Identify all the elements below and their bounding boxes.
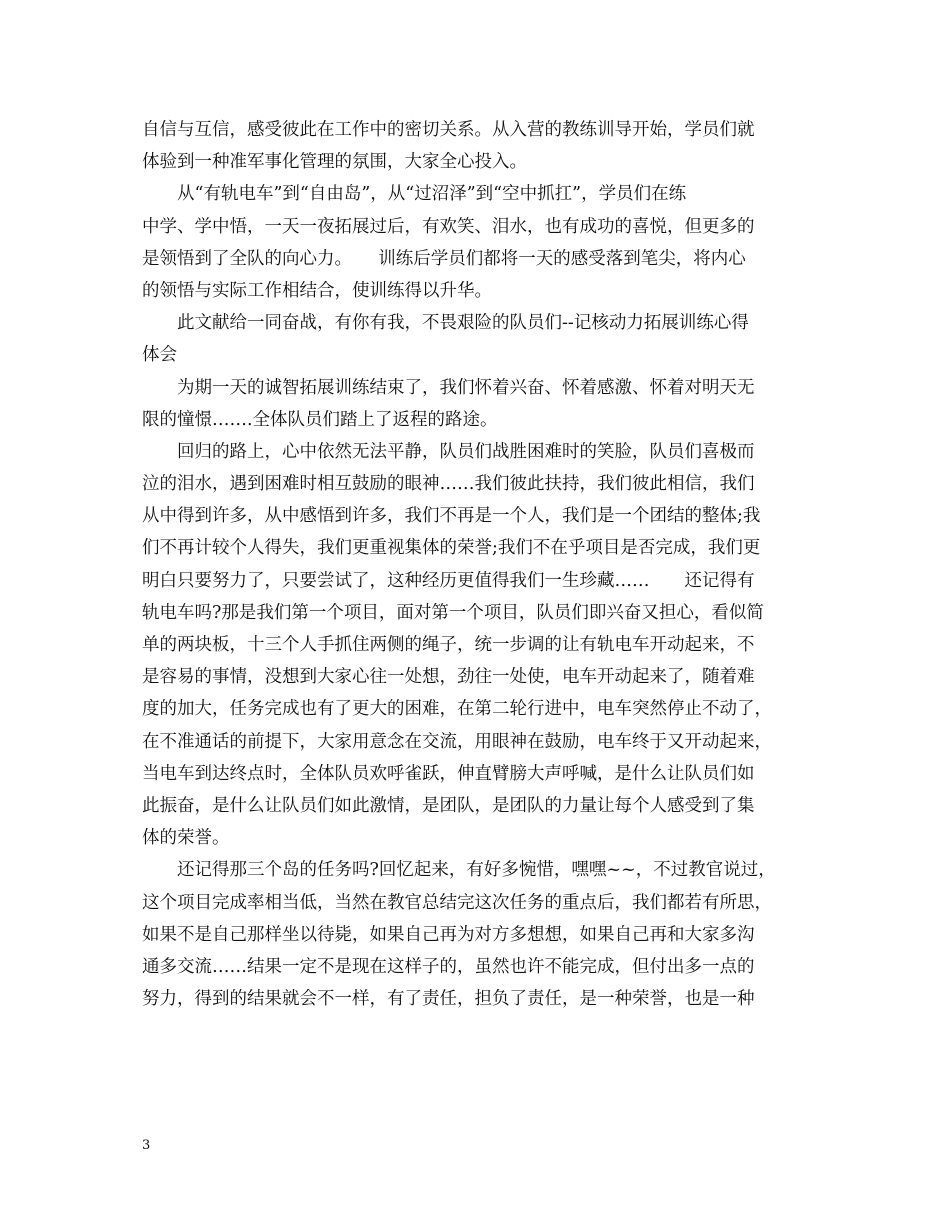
text-line: 为期一天的诚智拓展训练结束了，我们怀着兴奋、怀着感激、怀着对明天无 bbox=[142, 377, 755, 398]
text-line: 明白只要努力了，只要尝试了，这种经历更值得我们一生珍藏…… 还记得有 bbox=[142, 570, 755, 591]
body-text bbox=[142, 114, 812, 1015]
text-line: 如果不是自己那样坐以待毙，如果自己再为对方多想想，如果自己再和大家多沟 bbox=[142, 924, 755, 945]
text-line: 自信与互信，感受彼此在工作中的密切关系。从入营的教练训导开始，学员们就 bbox=[142, 120, 755, 140]
text-line: 当电车到达终点时，全体队员欢呼雀跃，伸直臂膀大声呼喊，是什么让队员们如 bbox=[142, 763, 755, 784]
text-line: 们不再计较个人得失，我们更重视集体的荣誉;我们不在乎项目是否完成，我们更 bbox=[142, 538, 761, 559]
page-number: 3 bbox=[142, 1138, 151, 1153]
text-line: 努力，得到的结果就会不一样，有了责任，担负了责任，是一种荣誉，也是一种 bbox=[142, 989, 755, 1010]
text-line: 中学、学中悟，一天一夜拓展过后，有欢笑、泪水，也有成功的喜悦，但更多的 bbox=[142, 216, 755, 237]
text-line: 通多交流……结果一定不是现在这样子的，虽然也许不能完成，但付出多一点的 bbox=[142, 956, 755, 977]
text-line: 体会 bbox=[142, 345, 177, 366]
text-line: 的领悟与实际工作相结合，使训练得以升华。 bbox=[142, 280, 492, 301]
text-line: 轨电车吗?那是我们第一个项目，面对第一个项目，队员们即兴奋又担心，看似简 bbox=[142, 602, 764, 623]
text-line: 体验到一种准军事化管理的氛围，大家全心投入。 bbox=[142, 152, 527, 173]
text-line: 在不准通话的前提下，大家用意念在交流，用眼神在鼓励，电车终于又开动起来， bbox=[142, 731, 772, 752]
text-line: 从“有轨电车”到“自由岛”，从“过沼泽”到“空中抓扛”，学员们在练 bbox=[142, 184, 687, 205]
text-line: 度的加大，任务完成也有了更大的困难，在第二轮行进中，电车突然停止不动了， bbox=[142, 699, 772, 720]
text-line: 限的憧憬…….全体队员们踏上了返程的路途。 bbox=[142, 409, 498, 430]
text-line: 泣的泪水，遇到困难时相互鼓励的眼神……我们彼此扶持，我们彼此相信，我们 bbox=[142, 474, 755, 495]
text-line: 单的两块板，十三个人手抓住两侧的绳子，统一步调的让有轨电车开动起来，不 bbox=[142, 635, 755, 655]
text-line: 是领悟到了全队的向心力。 训练后学员们都将一天的感受落到笔尖，将内心 bbox=[142, 248, 746, 269]
text-line: 这个项目完成率相当低，当然在教官总结完这次任务的重点后，我们都若有所思， bbox=[142, 892, 772, 913]
text-line: 是容易的事情，没想到大家心往一处想，劲往一处使，电车开动起来了，随着难 bbox=[142, 667, 755, 688]
text-line: 体的荣誉。 bbox=[142, 828, 230, 849]
text-line: 还记得那三个岛的任务吗?回忆起来，有好多惋惜，嘿嘿~~，不过教官说过， bbox=[142, 860, 776, 881]
text-line: 此文献给一同奋战，有你有我，不畏艰险的队员们--记核动力拓展训练心得 bbox=[142, 313, 749, 334]
text-line: 从中得到许多，从中感悟到许多，我们不再是一个人，我们是一个团结的整体;我 bbox=[142, 506, 761, 527]
text-line: 此振奋，是什么让队员们如此激情，是团队，是团队的力量让每个人感受到了集 bbox=[142, 795, 755, 816]
text-line: 回归的路上，心中依然无法平静，队员们战胜困难时的笑脸，队员们喜极而 bbox=[142, 441, 755, 462]
